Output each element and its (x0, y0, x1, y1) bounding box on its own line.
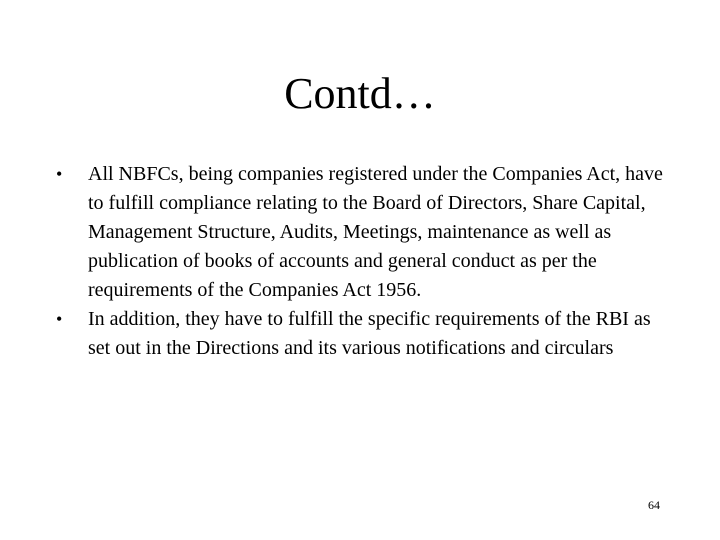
bullet-text: All NBFCs, being companies registered under the Companies Act, have to fulfill compliance relating to the Board of Directors, Share Capital, Management Structure, Audits, Meetings, maintenance as well as publication of books of accounts and general conduct as per the requirements of the Companies Act 1956. (88, 163, 663, 301)
page-number: 64 (648, 498, 660, 512)
bullet-item (56, 305, 676, 363)
bullet-list (56, 160, 676, 363)
bullet-marker: • (56, 309, 63, 329)
bullet-marker: • (56, 164, 63, 184)
bullet-text: In addition, they have to fulfill the specific requirements of the RBI as set out in the Directions and its various notifications and circulars (88, 308, 651, 359)
slide-title: Contd… (284, 69, 436, 118)
bullet-item (56, 160, 676, 305)
